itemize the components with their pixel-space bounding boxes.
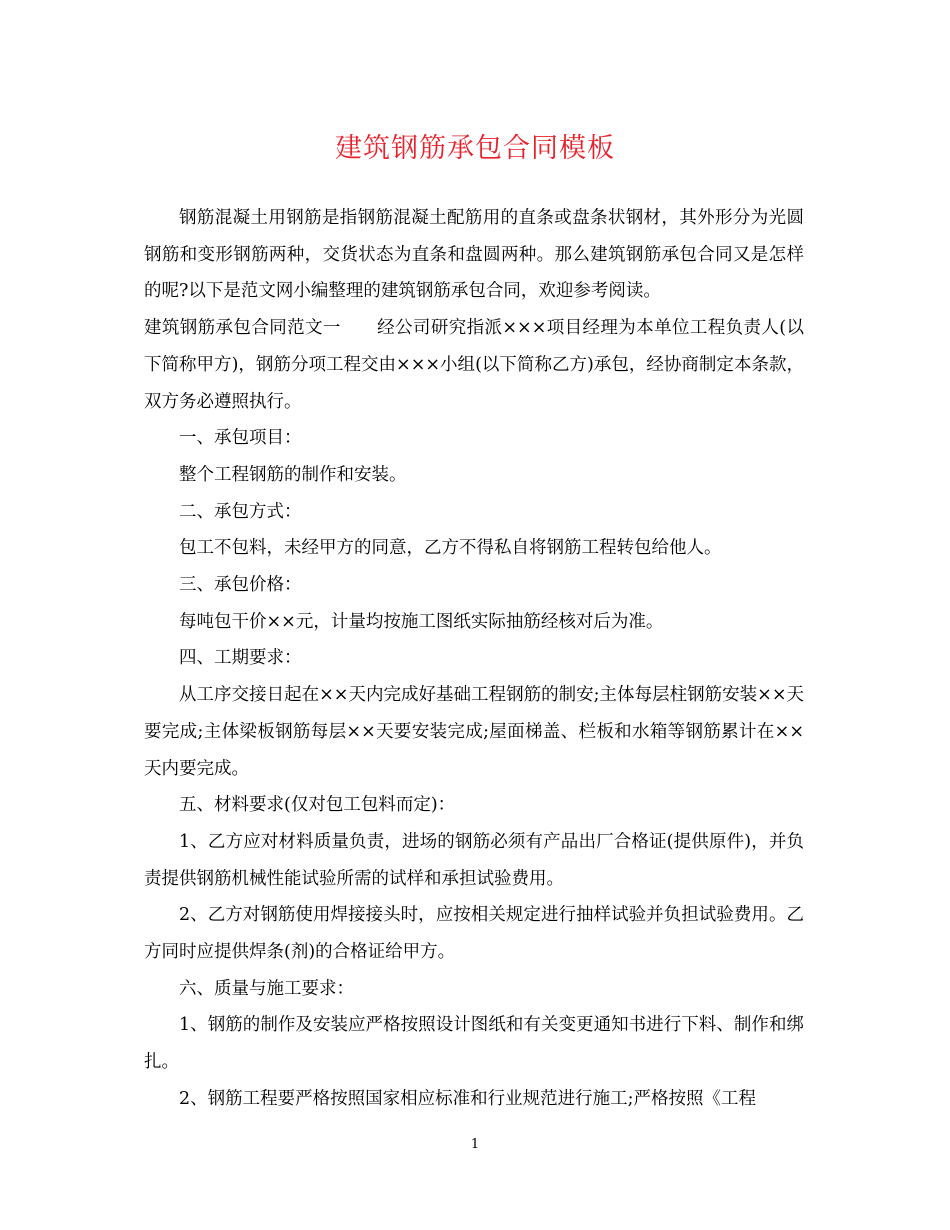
sample-heading: 建筑钢筋承包合同范文一 — [144, 318, 341, 339]
section-text-2: 包工不包料，未经甲方的同意，乙方不得私自将钢筋工程转包给他人。 — [179, 538, 722, 559]
section-heading-2: 二、承包方式： — [179, 501, 302, 522]
section-text-1: 整个工程钢筋的制作和安装。 — [179, 464, 407, 485]
section-text-6-2: 2、钢筋工程要严格按照国家相应标准和行业规范进行施工;严格按照《工程 — [179, 1088, 757, 1109]
section-text-5-1: 1、乙方应对材料质量负责，进场的钢筋必须有产品出厂合格证(提供原件)，并负责提供钢筋机械性能试验所需的试样和承担试验费用。 — [144, 831, 804, 889]
document-title: 建筑钢筋承包合同模板 — [335, 133, 615, 164]
intro-paragraph: 钢筋混凝土用钢筋是指钢筋混凝土配筋用的直条或盘条状钢材，其外形分为光圆钢筋和变形钢筋两种，交货状态为直条和盘圆两种。那么建筑钢筋承包合同又是怎样的呢?以下是范文网小编整理的建筑钢筋承包合同，欢迎参考阅读。 — [144, 208, 804, 302]
section-text-6-1: 1、钢筋的制作及安装应严格按照设计图纸和有关变更通知书进行下料、制作和绑扎。 — [144, 1015, 804, 1073]
section-text-5-2: 2、乙方对钢筋使用焊接接头时，应按相关规定进行抽样试验并负担试验费用。乙方同时应提供焊条(剂)的合格证给甲方。 — [144, 905, 804, 963]
page-number: 1 — [470, 1137, 480, 1152]
document-body — [144, 200, 804, 1118]
section-heading-5: 五、材料要求(仅对包工包料而定)： — [179, 795, 456, 816]
section-text-3: 每吨包干价××元，计量均按施工图纸实际抽筋经核对后为准。 — [179, 611, 664, 632]
section-text-4: 从工序交接日起在××天内完成好基础工程钢筋的制安;主体每层柱钢筋安装××天要完成;主体梁板钢筋每层××天要安装完成;屋面梯盖、栏板和水箱等钢筋累计在××天内要完成。 — [144, 685, 804, 779]
section-heading-6: 六、质量与施工要求： — [179, 978, 354, 999]
section-heading-3: 三、承包价格： — [179, 575, 302, 596]
sample-opening: 经公司研究指派×××项目经理为本单位工程负责人(以下简称甲方)，钢筋分项工程交由×××小组(以下简称乙方)承包，经协商制定本条款，双方务必遵照执行。 — [144, 318, 804, 412]
sample-paragraph — [144, 310, 804, 420]
section-heading-1: 一、承包项目： — [179, 428, 302, 449]
section-heading-4: 四、工期要求： — [179, 648, 302, 669]
